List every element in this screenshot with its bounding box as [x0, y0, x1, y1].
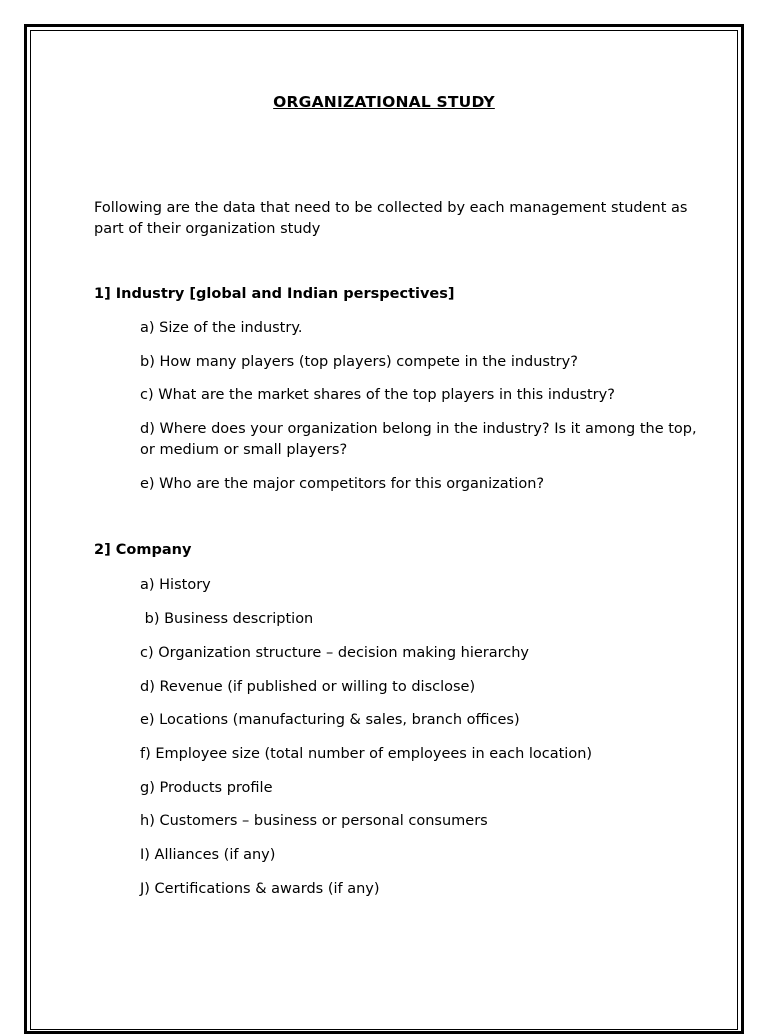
- list-item: c) What are the market shares of the top players in this industry?: [140, 387, 615, 403]
- section-heading-company: 2] Company: [94, 542, 192, 558]
- list-item: f) Employee size (total number of employees in each location): [140, 746, 593, 762]
- list-item: e) Who are the major competitors for this organization?: [140, 476, 545, 492]
- section-heading-industry: 1] Industry [global and Indian perspectives]: [94, 286, 455, 302]
- list-item: a) Size of the industry.: [140, 320, 303, 336]
- document-title: ORGANIZATIONAL STUDY: [273, 93, 495, 111]
- list-item: b) Business description: [140, 611, 314, 627]
- list-item: h) Customers – business or personal consumers: [140, 813, 488, 829]
- list-item: d) Where does your organization belong in the industry? Is it among the top, or medium or small players?: [140, 421, 702, 458]
- list-item: a) History: [140, 577, 211, 593]
- list-item: J) Certifications & awards (if any): [140, 881, 380, 897]
- list-item: c) Organization structure – decision making hierarchy: [140, 645, 530, 661]
- list-item: g) Products profile: [140, 780, 273, 796]
- list-item: I) Alliances (if any): [140, 847, 276, 863]
- intro-paragraph: Following are the data that need to be collected by each management student as part of their organization study: [94, 200, 688, 237]
- list-item: e) Locations (manufacturing & sales, branch offices): [140, 712, 520, 728]
- list-item: b) How many players (top players) compete in the industry?: [140, 354, 578, 370]
- list-item: d) Revenue (if published or willing to disclose): [140, 679, 476, 695]
